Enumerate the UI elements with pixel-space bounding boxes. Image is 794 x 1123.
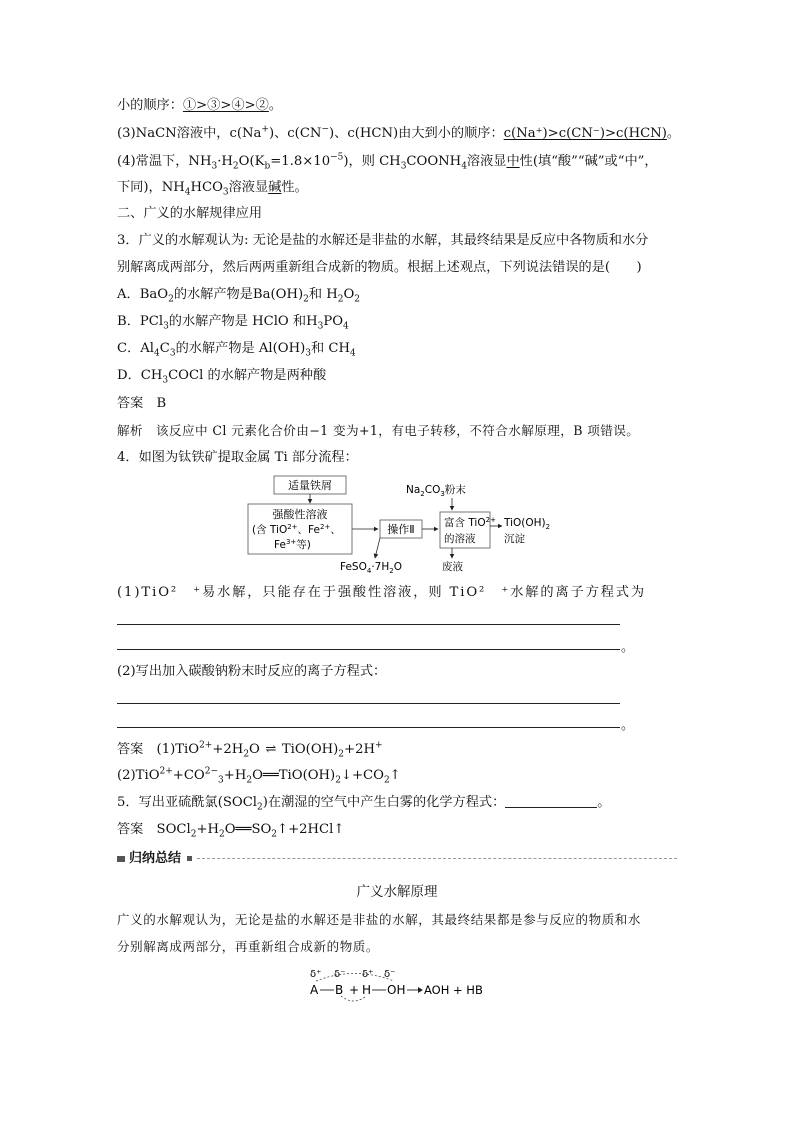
summary-section-bar — [117, 849, 677, 869]
question-4-2: (2)写出加入碳酸钠粉末时反应的离子方程式： — [117, 664, 387, 679]
sub: 2 — [246, 775, 253, 786]
sup: 2+ — [199, 740, 213, 751]
question-3-stem-line-1: 3．广义的水解观认为: 无论是盐的水解还是非盐的水解，其最终结果是反应中各物质和水分 — [117, 233, 649, 248]
text: 答案 (1)TiO — [117, 742, 200, 757]
rich-solution-label: 富含 TiO$^{2+}$ — [444, 516, 496, 529]
reaction-arrow-head — [418, 987, 423, 993]
text: O══SO — [224, 822, 272, 837]
summary-title: 广义水解原理 — [356, 884, 438, 900]
sub: 2 — [303, 294, 309, 305]
sup: − — [321, 124, 329, 135]
sub: 4 — [349, 348, 356, 359]
answer-underlined: ①>③>④>② — [182, 98, 269, 113]
sub: 3 — [222, 187, 229, 198]
sub: 2 — [257, 802, 263, 813]
sub: 2 — [190, 829, 197, 840]
sub: 3 — [317, 321, 324, 332]
sub: 3 — [218, 775, 224, 786]
option-a — [117, 285, 360, 305]
text: +2H — [344, 742, 375, 757]
text: +2H — [212, 742, 244, 757]
text: +H — [223, 768, 247, 783]
option-b — [117, 312, 349, 332]
plus-sign: + — [349, 983, 360, 997]
hydrolysis-diagram — [306, 964, 506, 1004]
text: 小的顺序： — [117, 98, 183, 113]
sup: 2+ — [159, 766, 173, 777]
sub: 3 — [211, 161, 218, 172]
text: 性(填“酸”“碱”或“中”， — [519, 154, 658, 169]
text: 的水解产物是 Al(OH) — [175, 341, 306, 356]
sub: 2 — [271, 829, 278, 840]
answer-underlined: 中 — [506, 154, 520, 169]
sub: 4 — [154, 348, 160, 359]
sub: 2 — [168, 294, 174, 305]
answer-blank-line — [117, 727, 620, 728]
text: 。 — [666, 126, 681, 141]
answer-5 — [117, 820, 344, 840]
atom-b: B — [335, 983, 344, 997]
sub: 2 — [219, 829, 225, 840]
sub: 2 — [383, 775, 390, 786]
text: TiO(OH) — [281, 742, 339, 757]
exchange-curve-top — [316, 974, 394, 982]
summary-line-1: 广义的水解观认为，无论是盐的水解还是非盐的水解，其最终结果都是参与反应的物质和水 — [117, 912, 642, 927]
text: O══TiO(OH) — [252, 768, 336, 783]
answer-3: 答案 B — [117, 396, 167, 411]
sub: 2 — [354, 294, 360, 305]
sub: 3 — [400, 161, 407, 172]
text: 性。 — [281, 180, 308, 195]
waste-label: 废液 — [442, 561, 463, 573]
flowchart — [240, 474, 560, 576]
text: O — [249, 742, 260, 757]
text: 。 — [268, 98, 283, 113]
answer-underlined: c(Na⁺)>c(CN⁻)>c(HCN) — [503, 126, 667, 141]
text: (4)常温下，NH — [117, 154, 212, 169]
question-3-stem-line-2: 别解离成两部分，然后两两重新组合成新的物质。根据上述观点，下列说法错误的是( ) — [117, 260, 642, 275]
summary-section-label: 归纳总结 — [129, 851, 182, 866]
question-4-stem: 4．如图为钛铁矿提取金属 Ti 部分流程： — [117, 450, 358, 465]
answer-4-1 — [117, 740, 383, 760]
text: C — [159, 341, 170, 356]
text: ↓+CO — [340, 768, 384, 783]
text: 和 CH — [311, 341, 350, 356]
sub: 2 — [337, 294, 344, 305]
answer-line-1 — [117, 96, 282, 116]
delta-plus-h: δ⁺ — [362, 969, 374, 980]
text: (2)TiO — [117, 768, 160, 783]
sup: + — [374, 740, 383, 751]
option-c — [117, 339, 356, 359]
atom-a: A — [310, 983, 319, 997]
rich-solution-label-2: 的溶液 — [444, 533, 476, 545]
answer-blank-line — [117, 703, 620, 704]
answer-blank-line — [117, 624, 620, 625]
text: +CO — [172, 768, 205, 783]
text: 溶液显 — [228, 180, 269, 195]
iron-filings-label: 适量铁屑 — [288, 479, 332, 492]
atom-h: H — [362, 983, 372, 997]
sub: 4 — [343, 321, 349, 332]
text: (3)NaCN溶液中，c(Na — [117, 126, 262, 141]
text: 。 — [597, 795, 611, 810]
text: 答案 SOCl — [117, 822, 191, 837]
sub: 3 — [162, 375, 169, 386]
sub: 2 — [335, 775, 341, 786]
answer-blank[interactable] — [505, 794, 597, 808]
text: 溶液显 — [466, 154, 507, 169]
acid-solution-label: 强酸性溶液 — [272, 508, 328, 521]
text: +H — [196, 822, 220, 837]
group-oh: OH — [387, 983, 406, 997]
sub: 2 — [243, 749, 250, 760]
text: )、c(CN — [268, 126, 322, 141]
text: HCO — [190, 180, 223, 195]
arrow-down-2 — [375, 538, 380, 558]
sub: 3 — [169, 348, 176, 359]
text: B．PCl — [117, 314, 164, 329]
text: )、c(HCN)由大到小的顺序： — [329, 126, 504, 141]
section-heading: 二、广义的水解规律应用 — [117, 206, 263, 221]
sub: 3 — [305, 348, 311, 359]
text: )，则 CH — [343, 154, 401, 169]
question-3-nacn — [117, 124, 680, 144]
operation-label: 操作Ⅱ — [387, 523, 415, 536]
text: 下同)，NH — [117, 180, 185, 195]
text: A．BaO — [117, 287, 169, 302]
text: )在潮湿的空气中产生白雾的化学方程式： — [262, 795, 506, 810]
text: D．CH — [117, 368, 163, 383]
precipitate-label: 沉淀 — [504, 533, 525, 545]
text: COONH — [406, 154, 462, 169]
bar-square-icon — [187, 856, 192, 861]
question-4-line-2 — [117, 178, 308, 198]
sup: + — [261, 124, 269, 135]
text: COCl 的水解产物是两种酸 — [168, 368, 327, 383]
dashed-rule — [197, 858, 677, 859]
sub: 4 — [461, 161, 467, 172]
summary-line-2: 分别解离成两部分，再重新组合成新的物质。 — [117, 939, 380, 954]
product-label: $TiO(OH)_2$ — [504, 517, 551, 531]
answer-underlined: 碱 — [268, 180, 282, 195]
products: AOH + HB — [424, 983, 483, 997]
feso4-label: $FeSO_4\cdot 7H_2O$ — [340, 561, 402, 575]
question-5 — [117, 793, 610, 813]
delta-plus-a: δ⁺ — [310, 969, 322, 980]
period: 。 — [621, 640, 635, 655]
ion-list-line-3: $Fe^{3+}$等) — [274, 538, 311, 551]
sub: 4 — [184, 187, 191, 198]
text: ↑+2HCl↑ — [277, 822, 345, 837]
sub: b — [264, 161, 271, 172]
answer-4-2 — [117, 766, 401, 786]
sub: 2 — [232, 161, 239, 172]
ion-list-line-2: (含 TiO$^{2+}$、$Fe^{2+}$、 — [252, 523, 341, 536]
delta-minus-b: δ⁻ — [334, 969, 346, 980]
bar-lead-icon — [117, 856, 125, 862]
na2co3-label: $Na_2CO_3$粉末 — [406, 484, 466, 498]
text: 和 H — [308, 287, 338, 302]
sub: 3 — [163, 321, 169, 332]
text: O — [343, 287, 355, 302]
sup: 2− — [204, 766, 219, 777]
sup: −5 — [330, 152, 344, 163]
explanation-3: 解析 该反应中 Cl 元素化合价由−1 变为+1，有电子转移，不符合水解原理，B 项错误。 — [117, 423, 640, 438]
reversible-arrow-icon: ⇌ — [265, 742, 277, 757]
option-d — [117, 366, 326, 386]
sub: 2 — [338, 749, 345, 760]
text: 的水解产物是 HClO 和H — [168, 314, 318, 329]
text: O(K — [238, 154, 265, 169]
period: 。 — [621, 718, 635, 733]
delta-minus-oh: δ⁻ — [384, 969, 396, 980]
text: PO — [323, 314, 344, 329]
text: ↑ — [389, 768, 401, 783]
answer-blank-line — [117, 649, 620, 650]
text: =1.8×10 — [270, 154, 331, 169]
question-4-line-1 — [117, 152, 658, 172]
question-4-1: (1)TiO² ⁺易水解，只能存在于强酸性溶液，则 TiO² ⁺水解的离子方程式为 — [117, 585, 646, 600]
text: 5．写出亚硫酰氯(SOCl — [117, 795, 258, 810]
text: ·H — [217, 154, 233, 169]
text: C．Al — [117, 341, 155, 356]
text: 的水解产物是Ba(OH) — [173, 287, 304, 302]
